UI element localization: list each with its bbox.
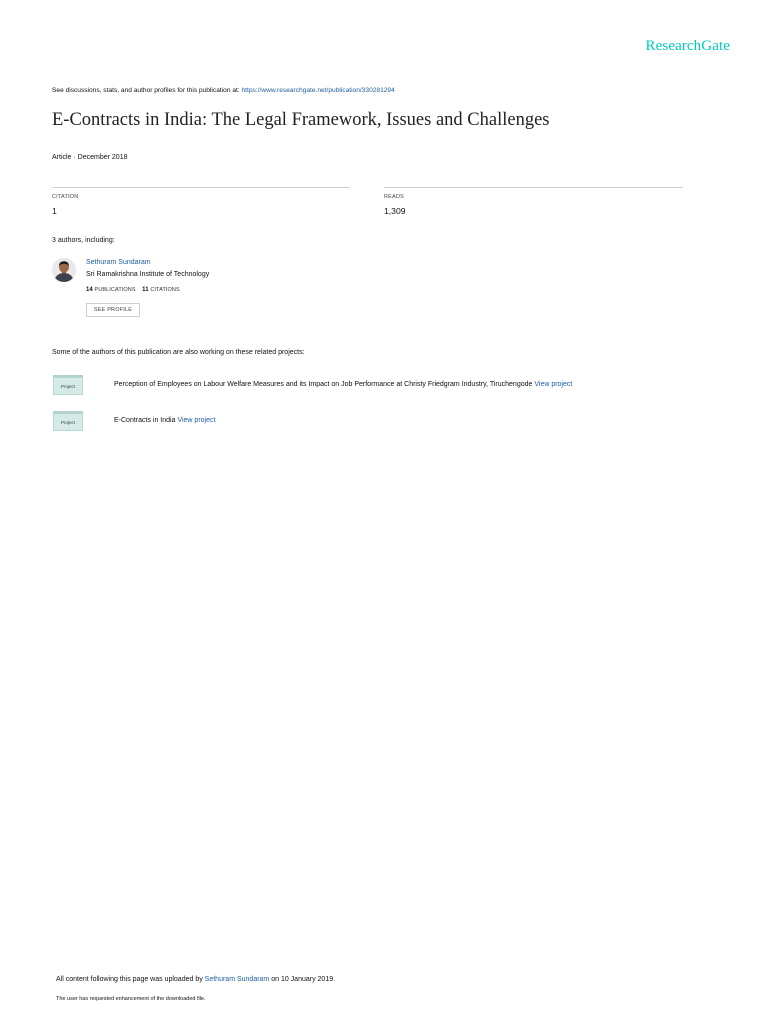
avatar-portrait-icon — [52, 258, 76, 282]
project-folder-icon[interactable] — [53, 375, 83, 395]
citation-divider — [52, 187, 350, 188]
uploaded-suffix: on 10 January 2019. — [271, 976, 336, 983]
uploader-link[interactable]: Sethuram Sundaram — [204, 976, 270, 983]
citations-label: CITATIONS — [150, 287, 180, 293]
discussion-line — [52, 87, 395, 94]
publications-count: 14 — [86, 287, 93, 293]
project-title: E-Contracts in India — [114, 417, 176, 424]
related-projects-heading: Some of the authors of this publication are also working on these related projects: — [52, 349, 305, 356]
publication-meta: Article · December 2018 — [52, 154, 128, 161]
reads-divider — [384, 187, 683, 188]
citation-count: 1 — [52, 206, 57, 216]
view-project-link[interactable]: View project — [534, 381, 573, 388]
project-item — [114, 381, 572, 388]
discussion-prefix: See discussions, stats, and author profiles for this publication at: — [52, 87, 240, 94]
view-project-link[interactable]: View project — [177, 417, 216, 424]
author-name-link[interactable]: Sethuram Sundaram — [86, 259, 151, 266]
project-icon-label: Project — [60, 383, 75, 389]
project-title: Perception of Employees on Labour Welfare Measures and its Impact on Job Performance at Christy Friedgram Industry, Tiruchengode — [114, 381, 533, 388]
authors-heading: 3 authors, including: — [52, 237, 115, 244]
author-avatar[interactable] — [52, 258, 76, 282]
author-stats — [86, 287, 180, 293]
citations-count: 11 — [142, 287, 149, 293]
see-profile-button[interactable]: SEE PROFILE — [86, 303, 140, 317]
publication-title: E-Contracts in India: The Legal Framework, Issues and Challenges — [52, 110, 550, 130]
project-folder-icon[interactable] — [53, 411, 83, 431]
reads-label: READS — [384, 194, 404, 200]
citation-label: CITATION — [52, 194, 79, 200]
uploaded-prefix: All content following this page was uploaded by — [56, 976, 203, 983]
publications-label: PUBLICATIONS — [94, 287, 136, 293]
uploaded-by-line — [56, 976, 335, 983]
project-item — [114, 417, 215, 424]
researchgate-logo[interactable]: ResearchGate — [645, 38, 730, 54]
publication-link[interactable]: https://www.researchgate.net/publication/330281294 — [241, 87, 395, 94]
enhancement-note: The user has requested enhancement of the downloaded file. — [56, 996, 206, 1002]
reads-count: 1,309 — [384, 206, 406, 216]
project-icon-label: Project — [60, 419, 75, 425]
author-institution: Sri Ramakrishna Institute of Technology — [86, 271, 210, 278]
